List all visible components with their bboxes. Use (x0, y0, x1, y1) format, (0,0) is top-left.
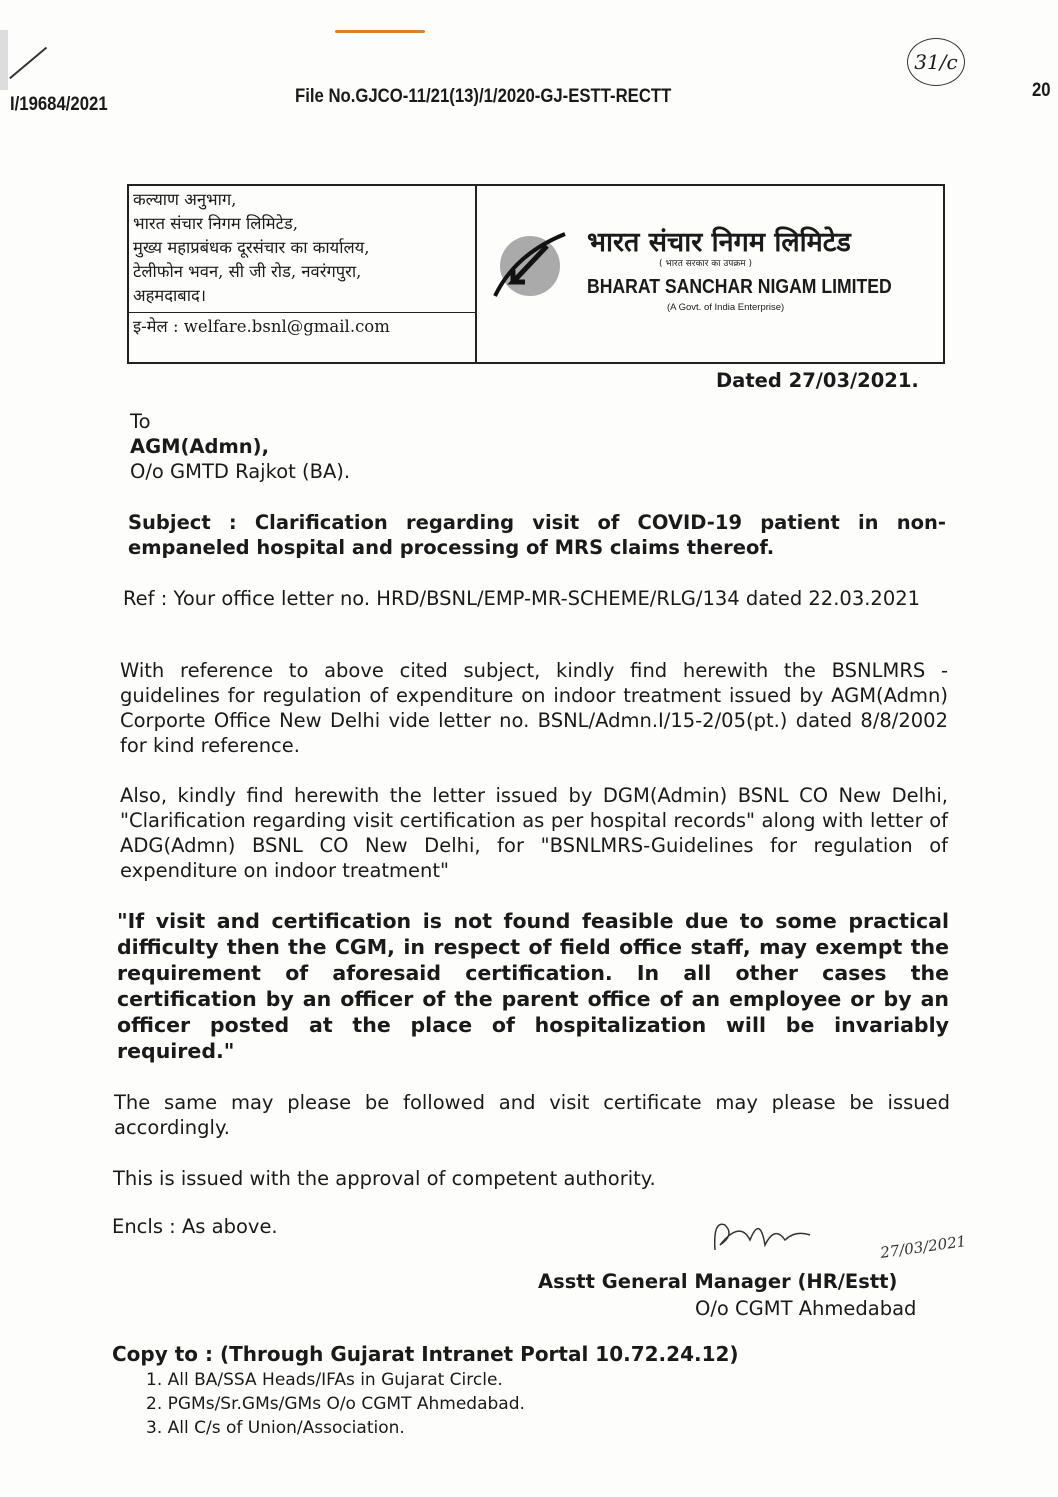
org-sub-english: (A Govt. of India Enterprise) (667, 302, 785, 313)
quoted-guideline: "If visit and certification is not found feasible due to some practical difficulty then the CGM, in respect of field office staff, may exempt the requirement of aforesaid certification. In all other cases the certification by an officer of the parent office of an employee or by an officer posted at the place of hospitalization will be invariably required." (117, 909, 949, 1063)
page-number: 20 (1032, 80, 1051, 101)
org-name-english: BHARAT SANCHAR NIGAM LIMITED (587, 276, 892, 298)
copy-to-item: 1. All BA/SSA Heads/IFAs in Gujarat Circle. (146, 1370, 503, 1390)
bsnl-logo-icon (485, 224, 575, 304)
page-stamp: 31/c (907, 38, 965, 86)
copy-to-item: 3. All C/s of Union/Association. (146, 1418, 405, 1438)
address-line: मुख्य महाप्रबंधक दूरसंचार का कार्यालय, (133, 238, 370, 257)
orange-mark (335, 30, 425, 33)
address-line: टेलीफोन भवन, सी जी रोड, नवरंगपुरा, (133, 262, 362, 281)
logo-block (477, 186, 943, 362)
ref-number: I/19684/2021 (10, 94, 108, 115)
reference: Ref : Your office letter no. HRD/BSNL/EMP-MR-SCHEME/RLG/134 dated 22.03.2021 (123, 587, 921, 610)
paragraph-2: Also, kindly find herewith the letter issued by DGM(Admin) BSNL CO New Delhi, "Clarification regarding visit certification as per hospital records" along with letter of ADG(Admn) BSNL CO New Delhi, for "BSNLMRS-Guidelines for regulation of expenditure on indoor treatment" (120, 784, 948, 882)
handwritten-date: 27/03/2021 (879, 1232, 968, 1262)
signature-icon (705, 1210, 905, 1260)
org-sub-hindi: ( भारत सरकार का उपक्रम ) (659, 259, 753, 269)
org-name-hindi: भारत संचार निगम लिमिटेड (587, 227, 851, 258)
subject: Subject : Clarification regarding visit of COVID-19 patient in non-empaneled hospital and processing of MRS claims thereof. (128, 511, 946, 559)
approval-line: This is issued with the approval of competent authority. (113, 1167, 656, 1190)
date: Dated 27/03/2021. (716, 369, 919, 392)
pen-tick (9, 47, 47, 79)
enclosures: Encls : As above. (112, 1215, 278, 1238)
recipient-office: O/o GMTD Rajkot (BA). (130, 460, 351, 483)
address-line: कल्याण अनुभाग, (133, 190, 237, 209)
address-line: अहमदाबाद। (133, 286, 206, 305)
signatory-designation: Asstt General Manager (HR/Estt) (538, 1270, 898, 1293)
email: इ-मेल : welfare.bsnl@gmail.com (129, 312, 475, 341)
signatory-office: O/o CGMT Ahmedabad (695, 1297, 917, 1320)
copy-to-heading: Copy to : (Through Gujarat Intranet Portal 10.72.24.12) (112, 1342, 739, 1366)
scan-mark (0, 30, 8, 90)
address-line: भारत संचार निगम लिमिटेड, (133, 214, 298, 233)
copy-to-item: 2. PGMs/Sr.GMs/GMs O/o CGMT Ahmedabad. (146, 1394, 525, 1414)
file-number: File No.GJCO-11/21(13)/1/2020-GJ-ESTT-RECTT (295, 86, 672, 107)
address-block (129, 186, 477, 362)
paragraph-follow: The same may please be followed and visit certificate may please be issued accordingly. (114, 1091, 950, 1139)
paragraph-1: With reference to above cited subject, kindly find herewith the BSNLMRS - guidelines for regulation of expenditure on indoor treatment issued by AGM(Admn) Corporte Office New Delhi vide letter no. BSNL/Admn.I/15-2/05(pt.) dated 8/8/2002 for kind reference. (120, 659, 948, 757)
recipient: AGM(Admn), (130, 435, 269, 458)
letterhead (127, 184, 945, 364)
to-label: To (130, 410, 151, 433)
